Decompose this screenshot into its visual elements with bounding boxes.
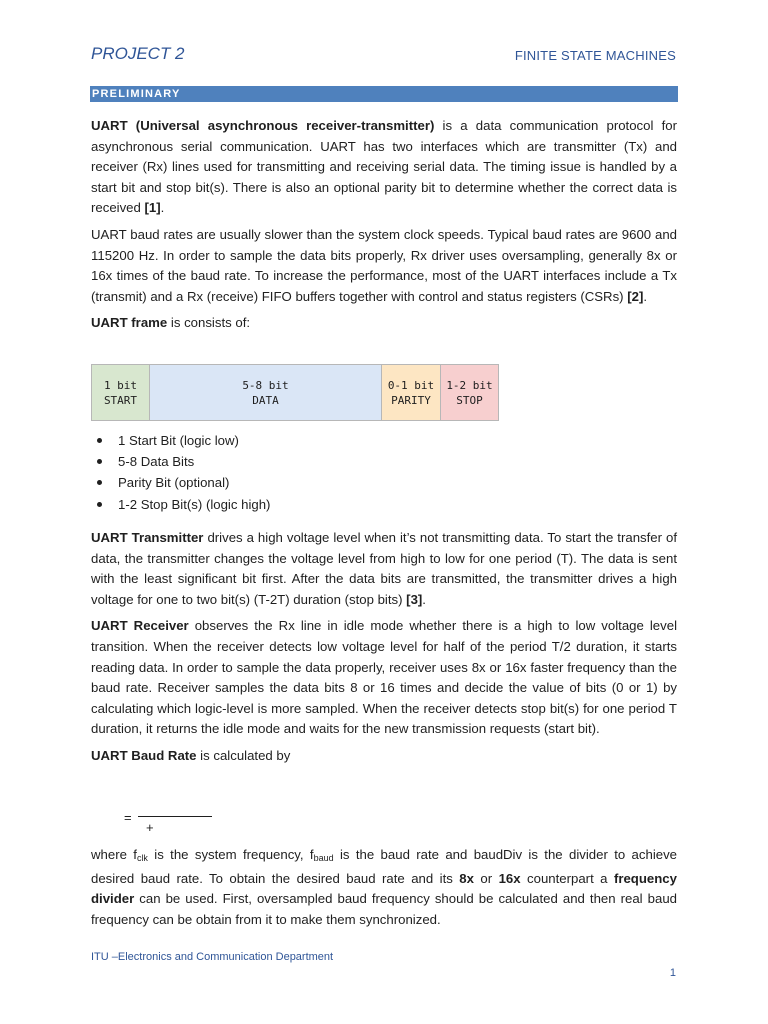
paragraph-receiver: UART Receiver observes the Rx line in idle mode whether there is a high to low voltage level transition. When the receiver detects low voltage level for half of the period T/2 duration, it starts reading data. In order to sample the data properly, receiver uses 8x or 16x faster frequency than the baud rate. Receiver samples the data bits 8 or 16 times and decide the value of bits (0 or 1) by calculating which logic-level is more sampled. When the receiver detects stop bit(s) for one period T duration, it returns the idle mode and waits for the new transmission requests (start bit). [91,618,677,737]
frame-cell-data-label: DATA [252,393,279,407]
uart-frame-diagram [91,364,499,421]
formula-explanation-block [91,845,677,936]
frame-cell-stop [441,364,499,421]
frame-cell-stop-label: STOP [456,393,483,407]
section-heading-bar: PRELIMINARY [90,86,678,102]
header-topic: FINITE STATE MACHINES [514,48,676,63]
frame-cell-start-size: 1 bit [103,378,138,392]
list-item: 1 Start Bit (logic low) [94,430,270,451]
page-number: 1 [669,967,676,979]
frame-cell-parity-label: PARITY [391,393,431,407]
list-item: Parity Bit (optional) [94,472,270,493]
uart-receiver-term: UART Receiver [91,618,189,634]
baud-rate-formula [124,808,224,838]
uart-baud-rate-term: UART Baud Rate [91,747,197,763]
frame-cell-start [91,364,150,421]
frame-cell-stop-size: 1-2 bit [446,378,493,392]
uart-term: UART (Universal asynchronous receiver-transmitter) [91,118,435,133]
frame-cell-parity-size: 0-1 bit [387,378,435,392]
intro-text-block [91,116,677,340]
ref-2: [2] [627,288,644,304]
footer-department: ITU –Electronics and Communication Department [91,951,334,963]
frame-cell-data [150,364,382,421]
ref-3: [3] [406,591,423,607]
frame-cell-parity [382,364,441,421]
formula-equals: = [124,810,132,825]
paragraph-uart-definition: UART (Universal asynchronous receiver-transmitter) is a data communication protocol for asynchronous serial communication. UART has two interfaces which are transmitter (Tx) and receiver (Rx) lines used for transmitting and receiving serial data. The timing issue is handled by a start bit and stop bit(s). There is also an optional parity bit to determine whether the correct data is received [1]. [91,118,677,216]
ref-1: [1] [144,200,161,216]
header-project-title: PROJECT 2 [91,44,185,63]
formula-fraction-bar [138,816,212,817]
uart-transmitter-term: UART Transmitter [91,530,204,545]
paragraph-frame-intro: UART frame is consists of: [91,315,251,331]
paragraph-baud-rates: UART baud rates are usually slower than the system clock speeds. Typical baud rates are 9600 and 115200 Hz. In order to sample the data bits properly, Rx driver uses oversampling, generally 8x or 16x times of the baud rate. To increase the performance, most of the UART interfaces include a Tx (transmit) and a Rx (receive) FIFO buffers together with control and status registers (CSRs) [2]. [91,226,677,304]
paragraph-baud-rate-intro: UART Baud Rate is calculated by [91,747,291,763]
details-text-block [91,528,677,773]
frame-cell-data-size: 5-8 bit [242,378,289,392]
list-item: 1-2 Stop Bit(s) (logic high) [94,494,270,515]
frame-bits-list [94,430,270,515]
paragraph-formula-explanation: where $f_{clk}$ is the system frequency, $f_{baud}$ is the baud rate and baudDiv is the divider to achieve desired baud rate. To obtain the desired baud rate and its 8x or 16x counterpart a frequency divider can be used. First, oversampled baud frequency should be calculated and then real baud frequency can be obtain from it to make them synchronized. [91,847,678,927]
uart-frame-term: UART frame [91,315,168,331]
frame-cell-start-label: START [103,393,138,407]
paragraph-transmitter: UART Transmitter drives a high voltage level when it’s not transmitting data. To start the transfer of data, the transmitter changes the voltage level from high to low for one period (T). The data is sent with the least significant bit first. After the data bits are transmitted, the transmitter drives a high voltage for one to two bit(s) (T-2T) duration (stop bits) [3]. [91,530,677,607]
list-item: 5-8 Data Bits [94,451,270,472]
formula-plus: + [146,820,154,835]
